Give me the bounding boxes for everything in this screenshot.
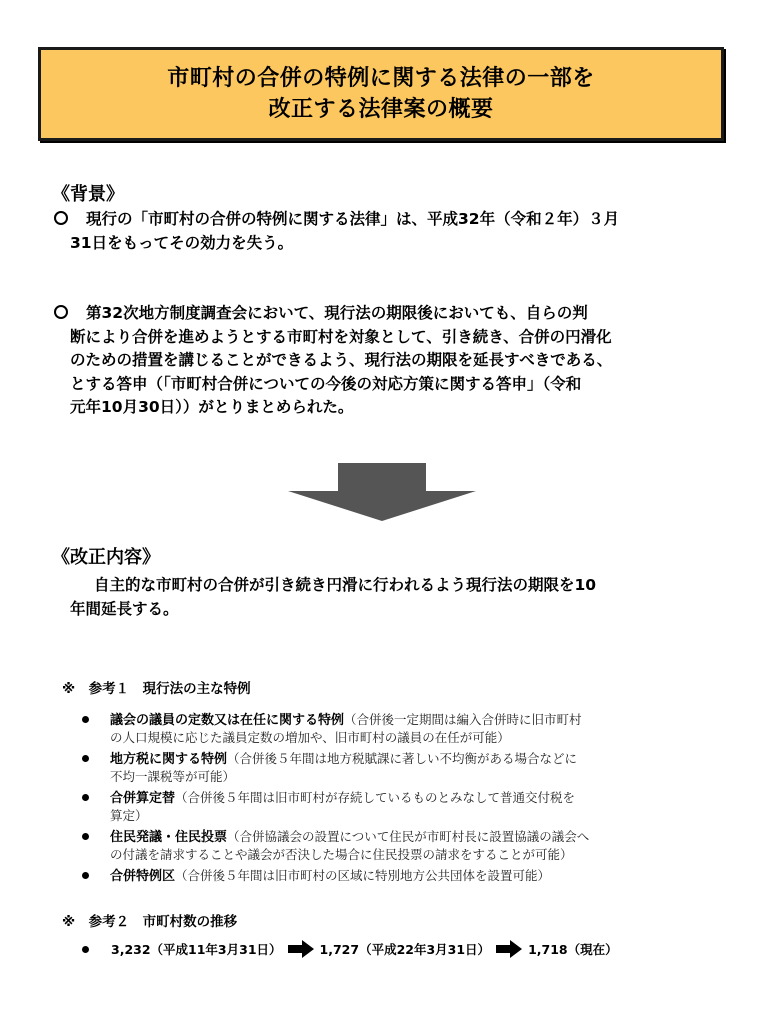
feature-name: 議会の議員の定数又は在任に関する特例: [110, 713, 345, 728]
feature-desc: （合併後一定期間は編入合併時に旧市町村: [344, 712, 582, 727]
bullet-icon: [82, 833, 89, 840]
list-item: [82, 828, 712, 863]
feature-name: 地方税に関する特例: [110, 752, 228, 767]
revision-line-2: 年間延長する。: [70, 599, 179, 618]
title-line-2: 改正する法律案の概要: [268, 97, 494, 122]
municipality-count-transition: [82, 940, 618, 958]
bullet-icon: [82, 794, 89, 801]
feature-desc: （合併後５年間は地方税賦課に著しい不均衡がある場合などに: [227, 751, 578, 766]
background-item-2-line-1: 第32次地方制度調査会において、現行法の期限後においても、自らの判: [86, 304, 588, 322]
background-item-2-line-3: のための措置を講じることができるよう、現行法の期限を延長すべきである、: [70, 351, 613, 369]
feature-desc-cont: 算定）: [110, 808, 148, 823]
count-step-1: 3,232（平成11年3月31日）: [111, 942, 282, 957]
revision-line-1: 自主的な市町村の合併が引き続き円滑に行われるよう現行法の期限を10: [94, 576, 597, 594]
title-box: [38, 47, 724, 141]
down-arrow-icon: [288, 463, 476, 521]
reference-2-heading: ※ 参考２ 市町村数の推移: [62, 914, 238, 930]
list-item: [82, 750, 712, 785]
feature-name: 合併算定替: [110, 791, 176, 806]
background-item-1-line-2: 31日をもってその効力を失う。: [70, 233, 294, 252]
list-item: [82, 867, 712, 885]
bullet-icon: [82, 946, 89, 953]
bullet-icon: [82, 716, 89, 723]
background-item-1: [54, 208, 734, 255]
feature-list: [82, 711, 712, 889]
bullet-icon: [82, 872, 89, 879]
circle-bullet-icon: [54, 211, 68, 225]
background-item-2-line-4: とする答申（「市町村合併についての今後の対応方策に関する答申」（令和: [70, 374, 582, 393]
bullet-icon: [82, 755, 89, 762]
revision-body: [70, 574, 730, 621]
list-item: [82, 711, 712, 746]
feature-desc-cont: の人口規模に応じた議員定数の増加や、旧市町村の議員の在任が可能）: [110, 730, 510, 745]
feature-desc-cont: の付議を請求することや議会が否決した場合に住民投票の請求をすることが可能）: [110, 847, 573, 862]
feature-desc: （合併協議会の設置について住民が市町村長に設置協議の議会へ: [227, 829, 590, 844]
revision-heading: 《改正内容》: [52, 547, 160, 568]
background-item-1-line-1: 現行の「市町村の合併の特例に関する法律」は、平成32年（令和２年）３月: [86, 210, 620, 228]
reference-1-heading: ※ 参考１ 現行法の主な特例: [62, 681, 251, 697]
background-item-2: [54, 302, 734, 420]
count-step-3: 1,718（現在）: [528, 942, 618, 957]
feature-desc: （合併後５年間は旧市町村が存続しているものとみなして普通交付税を: [175, 790, 576, 805]
feature-desc: （合併後５年間は旧市町村の区域に特別地方公共団体を設置可能）: [175, 868, 551, 883]
background-item-2-line-2: 断により合併を進めようとする市町村を対象として、引き続き、合併の円滑化: [70, 327, 612, 346]
background-heading: 《背景》: [52, 184, 124, 205]
circle-bullet-icon: [54, 305, 68, 319]
title-line-1: 市町村の合併の特例に関する法律の一部を: [167, 66, 595, 91]
feature-name: 合併特例区: [110, 869, 176, 884]
background-item-2-line-5: 元年10月30日））がとりまとめられた。: [70, 398, 354, 416]
count-step-2: 1,727（平成22年3月31日）: [319, 942, 491, 957]
feature-name: 住民発議・住民投票: [110, 830, 228, 845]
right-arrow-icon: [288, 940, 314, 958]
list-item: [82, 789, 712, 824]
feature-desc-cont: 不均一課税等が可能）: [110, 769, 236, 784]
right-arrow-icon: [496, 940, 522, 958]
